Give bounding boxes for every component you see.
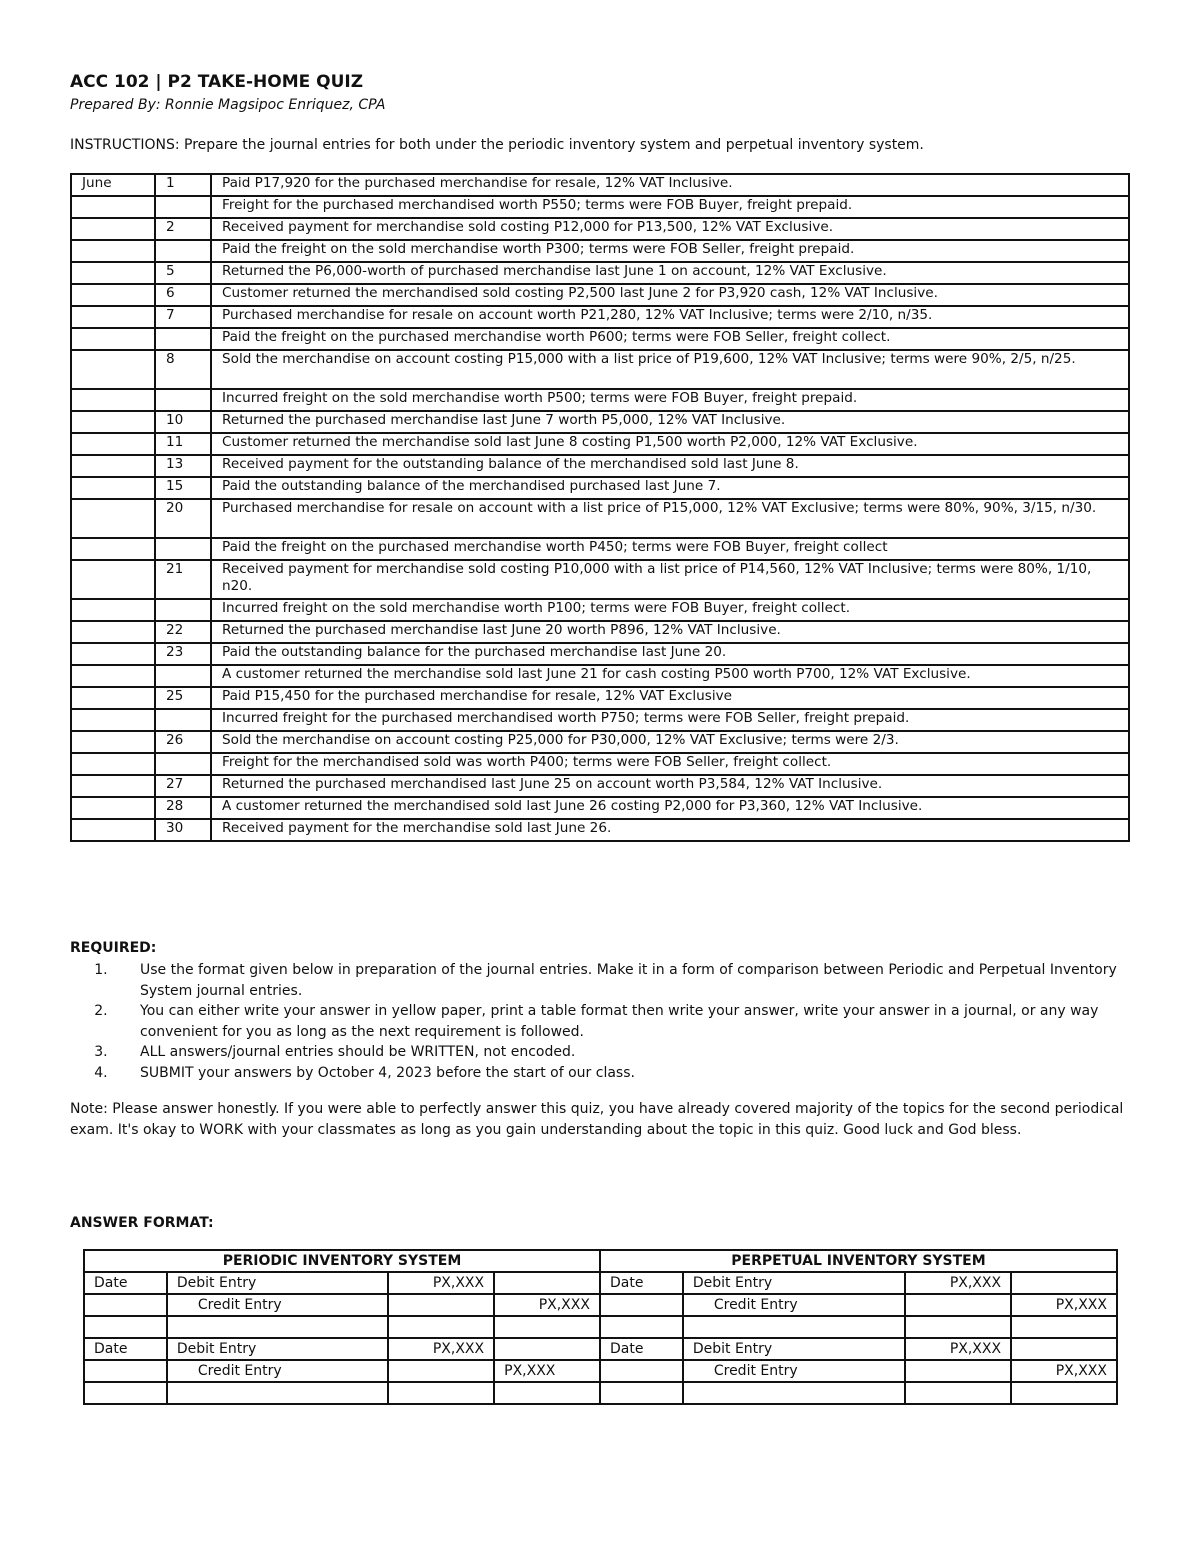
transaction-text: Received payment for merchandise sold costing P12,000 for P13,500, 12% VAT Exclusive. (211, 218, 1129, 240)
blank-cell (600, 1316, 683, 1338)
transaction-row (71, 262, 1129, 284)
answer-format-table (83, 1249, 1118, 1405)
blank-row (84, 1316, 1117, 1338)
transaction-row (71, 687, 1129, 709)
blank-cell (905, 1382, 1011, 1404)
transaction-day: 28 (155, 797, 211, 819)
transaction-month (71, 328, 155, 350)
note-paragraph: Note: Please answer honestly. If you were able to perfectly answer this quiz, you have already covered majority of the topics for the second periodical exam. It's okay to WORK with your classmates as long as you gain understanding about the topic in this quiz. Good luck and God bless. (70, 1101, 1124, 1138)
transaction-month (71, 599, 155, 621)
transaction-month (71, 643, 155, 665)
transaction-month (71, 560, 155, 599)
required-item: 3. ALL answers/journal entries should be WRITTEN, not encoded. (112, 1042, 1130, 1063)
transaction-text: Sold the merchandise on account costing P25,000 for P30,000, 12% VAT Exclusive; terms were 2/3. (211, 731, 1129, 753)
transaction-row (71, 477, 1129, 499)
transaction-text: Returned the purchased merchandised last June 25 on account worth P3,584, 12% VAT Inclusive. (211, 775, 1129, 797)
transaction-month (71, 731, 155, 753)
transaction-day: 2 (155, 218, 211, 240)
transactions-table (70, 173, 1130, 842)
answer-format-heading: ANSWER FORMAT: (70, 1215, 214, 1231)
credit-amount-cell: PX,XXX (1011, 1360, 1117, 1382)
transaction-month (71, 196, 155, 218)
credit-row (84, 1360, 1117, 1382)
debit-amount-cell: PX,XXX (905, 1338, 1011, 1360)
required-heading: REQUIRED: (70, 940, 157, 956)
date-cell (600, 1294, 683, 1316)
transaction-day: 8 (155, 350, 211, 389)
transaction-row (71, 196, 1129, 218)
transaction-month (71, 819, 155, 841)
transaction-row (71, 599, 1129, 621)
transaction-text: Paid the outstanding balance for the purchased merchandise last June 20. (211, 643, 1129, 665)
date-cell: Date (600, 1338, 683, 1360)
transaction-month (71, 433, 155, 455)
credit-amount-cell: PX,XXX (1011, 1294, 1117, 1316)
transaction-text: Customer returned the merchandise sold last June 8 costing P1,500 worth P2,000, 12% VAT Exclusive. (211, 433, 1129, 455)
date-cell (600, 1360, 683, 1382)
transaction-row (71, 328, 1129, 350)
debit-entry-cell: Debit Entry (683, 1272, 905, 1294)
debit-row (84, 1338, 1117, 1360)
transaction-row (71, 240, 1129, 262)
transaction-day (155, 538, 211, 560)
transaction-day: 6 (155, 284, 211, 306)
transaction-month (71, 665, 155, 687)
credit-entry-cell: Credit Entry (167, 1294, 388, 1316)
transaction-day: 30 (155, 819, 211, 841)
transaction-day: 27 (155, 775, 211, 797)
transaction-text: Returned the purchased merchandise last June 7 worth P5,000, 12% VAT Inclusive. (211, 411, 1129, 433)
transaction-text: Incurred freight on the sold merchandise worth P100; terms were FOB Buyer, freight collect. (211, 599, 1129, 621)
required-item: 1. Use the format given below in preparation of the journal entries. Make it in a form of comparison between Periodic and Perpetual Inventory System journal entries. (112, 960, 1130, 1001)
required-item: 2. You can either write your answer in yellow paper, print a table format then write your answer, write your answer in a journal, or any way convenient for you as long as the next requirement is followed. (112, 1001, 1130, 1042)
date-cell: Date (600, 1272, 683, 1294)
blank-cell (494, 1382, 600, 1404)
transaction-text: Sold the merchandise on account costing P15,000 with a list price of P19,600, 12% VAT Inclusive; terms were 90%, 2/5, n/25. (211, 350, 1129, 389)
transaction-text: Paid the freight on the sold merchandise worth P300; terms were FOB Seller, freight prepaid. (211, 240, 1129, 262)
transaction-month (71, 306, 155, 328)
transaction-day (155, 709, 211, 731)
debit-amount-cell (388, 1294, 494, 1316)
credit-amount-cell: PX,XXX (494, 1294, 600, 1316)
transaction-row (71, 621, 1129, 643)
credit-amount-cell (494, 1338, 600, 1360)
transaction-month (71, 455, 155, 477)
required-section (70, 940, 1130, 1083)
debit-entry-cell: Debit Entry (167, 1338, 388, 1360)
transaction-row (71, 350, 1129, 389)
blank-cell (494, 1316, 600, 1338)
transaction-month (71, 499, 155, 538)
transaction-text: Paid P15,450 for the purchased merchandise for resale, 12% VAT Exclusive (211, 687, 1129, 709)
transaction-day: 15 (155, 477, 211, 499)
transaction-month (71, 775, 155, 797)
transaction-text: Purchased merchandise for resale on account with a list price of P15,000, 12% VAT Exclusive; terms were 80%, 90%, 3/15, n/30. (211, 499, 1129, 538)
transaction-row (71, 775, 1129, 797)
blank-cell (388, 1382, 494, 1404)
transaction-row (71, 731, 1129, 753)
transaction-month (71, 687, 155, 709)
blank-cell (905, 1316, 1011, 1338)
blank-cell (683, 1316, 905, 1338)
transaction-row (71, 389, 1129, 411)
transaction-day (155, 389, 211, 411)
transaction-day: 11 (155, 433, 211, 455)
transaction-row (71, 218, 1129, 240)
transaction-day: 22 (155, 621, 211, 643)
debit-amount-cell (905, 1294, 1011, 1316)
transaction-row (71, 306, 1129, 328)
transaction-day: 10 (155, 411, 211, 433)
transaction-text: Paid the freight on the purchased merchandise worth P600; terms were FOB Seller, freight collect. (211, 328, 1129, 350)
transaction-day: 23 (155, 643, 211, 665)
transaction-day (155, 665, 211, 687)
blank-cell (388, 1316, 494, 1338)
transaction-month (71, 538, 155, 560)
transaction-day (155, 328, 211, 350)
transaction-row (71, 411, 1129, 433)
transaction-day (155, 599, 211, 621)
blank-row (84, 1382, 1117, 1404)
transaction-text: Customer returned the merchandised sold costing P2,500 last June 2 for P3,920 cash, 12% VAT Inclusive. (211, 284, 1129, 306)
answer-header-row (84, 1250, 1117, 1272)
transaction-row (71, 709, 1129, 731)
transaction-row (71, 819, 1129, 841)
perpetual-header: PERPETUAL INVENTORY SYSTEM (600, 1250, 1117, 1272)
transaction-text: Purchased merchandise for resale on account worth P21,280, 12% VAT Inclusive; terms were 2/10, n/35. (211, 306, 1129, 328)
debit-amount-cell (388, 1360, 494, 1382)
transaction-day: 26 (155, 731, 211, 753)
transaction-row (71, 538, 1129, 560)
transaction-row (71, 433, 1129, 455)
transaction-month: June (71, 174, 155, 196)
credit-amount-cell: PX,XXX (494, 1360, 600, 1382)
transaction-text: Returned the P6,000-worth of purchased merchandise last June 1 on account, 12% VAT Exclusive. (211, 262, 1129, 284)
transaction-month (71, 262, 155, 284)
transaction-day: 21 (155, 560, 211, 599)
prepared-by: Prepared By: Ronnie Magsipoc Enriquez, CPA (70, 97, 386, 113)
debit-amount-cell: PX,XXX (905, 1272, 1011, 1294)
transaction-month (71, 477, 155, 499)
blank-cell (84, 1316, 167, 1338)
transaction-text: Incurred freight for the purchased merchandised worth P750; terms were FOB Seller, freight prepaid. (211, 709, 1129, 731)
instructions-text: : Prepare the journal entries for both under the periodic inventory system and perpetual inventory system. (174, 137, 924, 153)
credit-amount-cell (1011, 1338, 1117, 1360)
transaction-row (71, 797, 1129, 819)
transaction-day: 20 (155, 499, 211, 538)
transaction-month (71, 350, 155, 389)
transaction-day: 1 (155, 174, 211, 196)
transaction-month (71, 218, 155, 240)
credit-amount-cell (494, 1272, 600, 1294)
debit-row (84, 1272, 1117, 1294)
required-list (70, 960, 1130, 1083)
blank-cell (683, 1382, 905, 1404)
periodic-header: PERIODIC INVENTORY SYSTEM (84, 1250, 600, 1272)
transaction-row (71, 284, 1129, 306)
transaction-month (71, 284, 155, 306)
transaction-row (71, 665, 1129, 687)
transaction-text: Freight for the purchased merchandised worth P550; terms were FOB Buyer, freight prepaid. (211, 196, 1129, 218)
transaction-text: Paid the outstanding balance of the merchandised purchased last June 7. (211, 477, 1129, 499)
transaction-text: Paid P17,920 for the purchased merchandise for resale, 12% VAT Inclusive. (211, 174, 1129, 196)
transaction-month (71, 621, 155, 643)
credit-entry-cell: Credit Entry (167, 1360, 388, 1382)
debit-amount-cell: PX,XXX (388, 1338, 494, 1360)
page-title: ACC 102 | P2 TAKE-HOME QUIZ (70, 72, 364, 92)
blank-cell (1011, 1316, 1117, 1338)
quiz-page (70, 70, 1130, 1379)
transaction-month (71, 797, 155, 819)
transaction-day: 7 (155, 306, 211, 328)
blank-cell (167, 1316, 388, 1338)
date-cell: Date (84, 1272, 167, 1294)
transaction-text: Incurred freight on the sold merchandise worth P500; terms were FOB Buyer, freight prepaid. (211, 389, 1129, 411)
blank-cell (167, 1382, 388, 1404)
credit-entry-cell: Credit Entry (683, 1294, 905, 1316)
blank-cell (600, 1382, 683, 1404)
debit-amount-cell: PX,XXX (388, 1272, 494, 1294)
transaction-day: 13 (155, 455, 211, 477)
transaction-text: Freight for the merchandised sold was worth P400; terms were FOB Seller, freight collect. (211, 753, 1129, 775)
credit-row (84, 1294, 1117, 1316)
transaction-month (71, 411, 155, 433)
transaction-row (71, 499, 1129, 538)
instructions-label: INSTRUCTIONS (70, 137, 175, 153)
required-item: 4. SUBMIT your answers by October 4, 2023 before the start of our class. (112, 1063, 1130, 1084)
transaction-day: 5 (155, 262, 211, 284)
date-cell: Date (84, 1338, 167, 1360)
transaction-row (71, 753, 1129, 775)
transaction-day (155, 753, 211, 775)
credit-amount-cell (1011, 1272, 1117, 1294)
debit-entry-cell: Debit Entry (683, 1338, 905, 1360)
transaction-text: A customer returned the merchandised sold last June 26 costing P2,000 for P3,360, 12% VAT Inclusive. (211, 797, 1129, 819)
transaction-month (71, 753, 155, 775)
transaction-text: Received payment for merchandise sold costing P10,000 with a list price of P14,560, 12% VAT Inclusive; terms were 80%, 1/10, n20. (211, 560, 1129, 599)
date-cell (84, 1294, 167, 1316)
transaction-day: 25 (155, 687, 211, 709)
transaction-text: A customer returned the merchandise sold last June 21 for cash costing P500 worth P700, 12% VAT Exclusive. (211, 665, 1129, 687)
transaction-text: Received payment for the merchandise sold last June 26. (211, 819, 1129, 841)
transaction-text: Received payment for the outstanding balance of the merchandised sold last June 8. (211, 455, 1129, 477)
transaction-month (71, 389, 155, 411)
credit-entry-cell: Credit Entry (683, 1360, 905, 1382)
date-cell (84, 1360, 167, 1382)
blank-cell (84, 1382, 167, 1404)
transaction-text: Paid the freight on the purchased merchandise worth P450; terms were FOB Buyer, freight collect (211, 538, 1129, 560)
transaction-day (155, 240, 211, 262)
debit-amount-cell (905, 1360, 1011, 1382)
transaction-day (155, 196, 211, 218)
transaction-row (71, 643, 1129, 665)
transaction-row (71, 455, 1129, 477)
transaction-text: Returned the purchased merchandise last June 20 worth P896, 12% VAT Inclusive. (211, 621, 1129, 643)
transaction-month (71, 709, 155, 731)
debit-entry-cell: Debit Entry (167, 1272, 388, 1294)
transaction-month (71, 240, 155, 262)
blank-cell (1011, 1382, 1117, 1404)
transaction-row (71, 560, 1129, 599)
transaction-row (71, 174, 1129, 196)
instructions (70, 137, 924, 153)
